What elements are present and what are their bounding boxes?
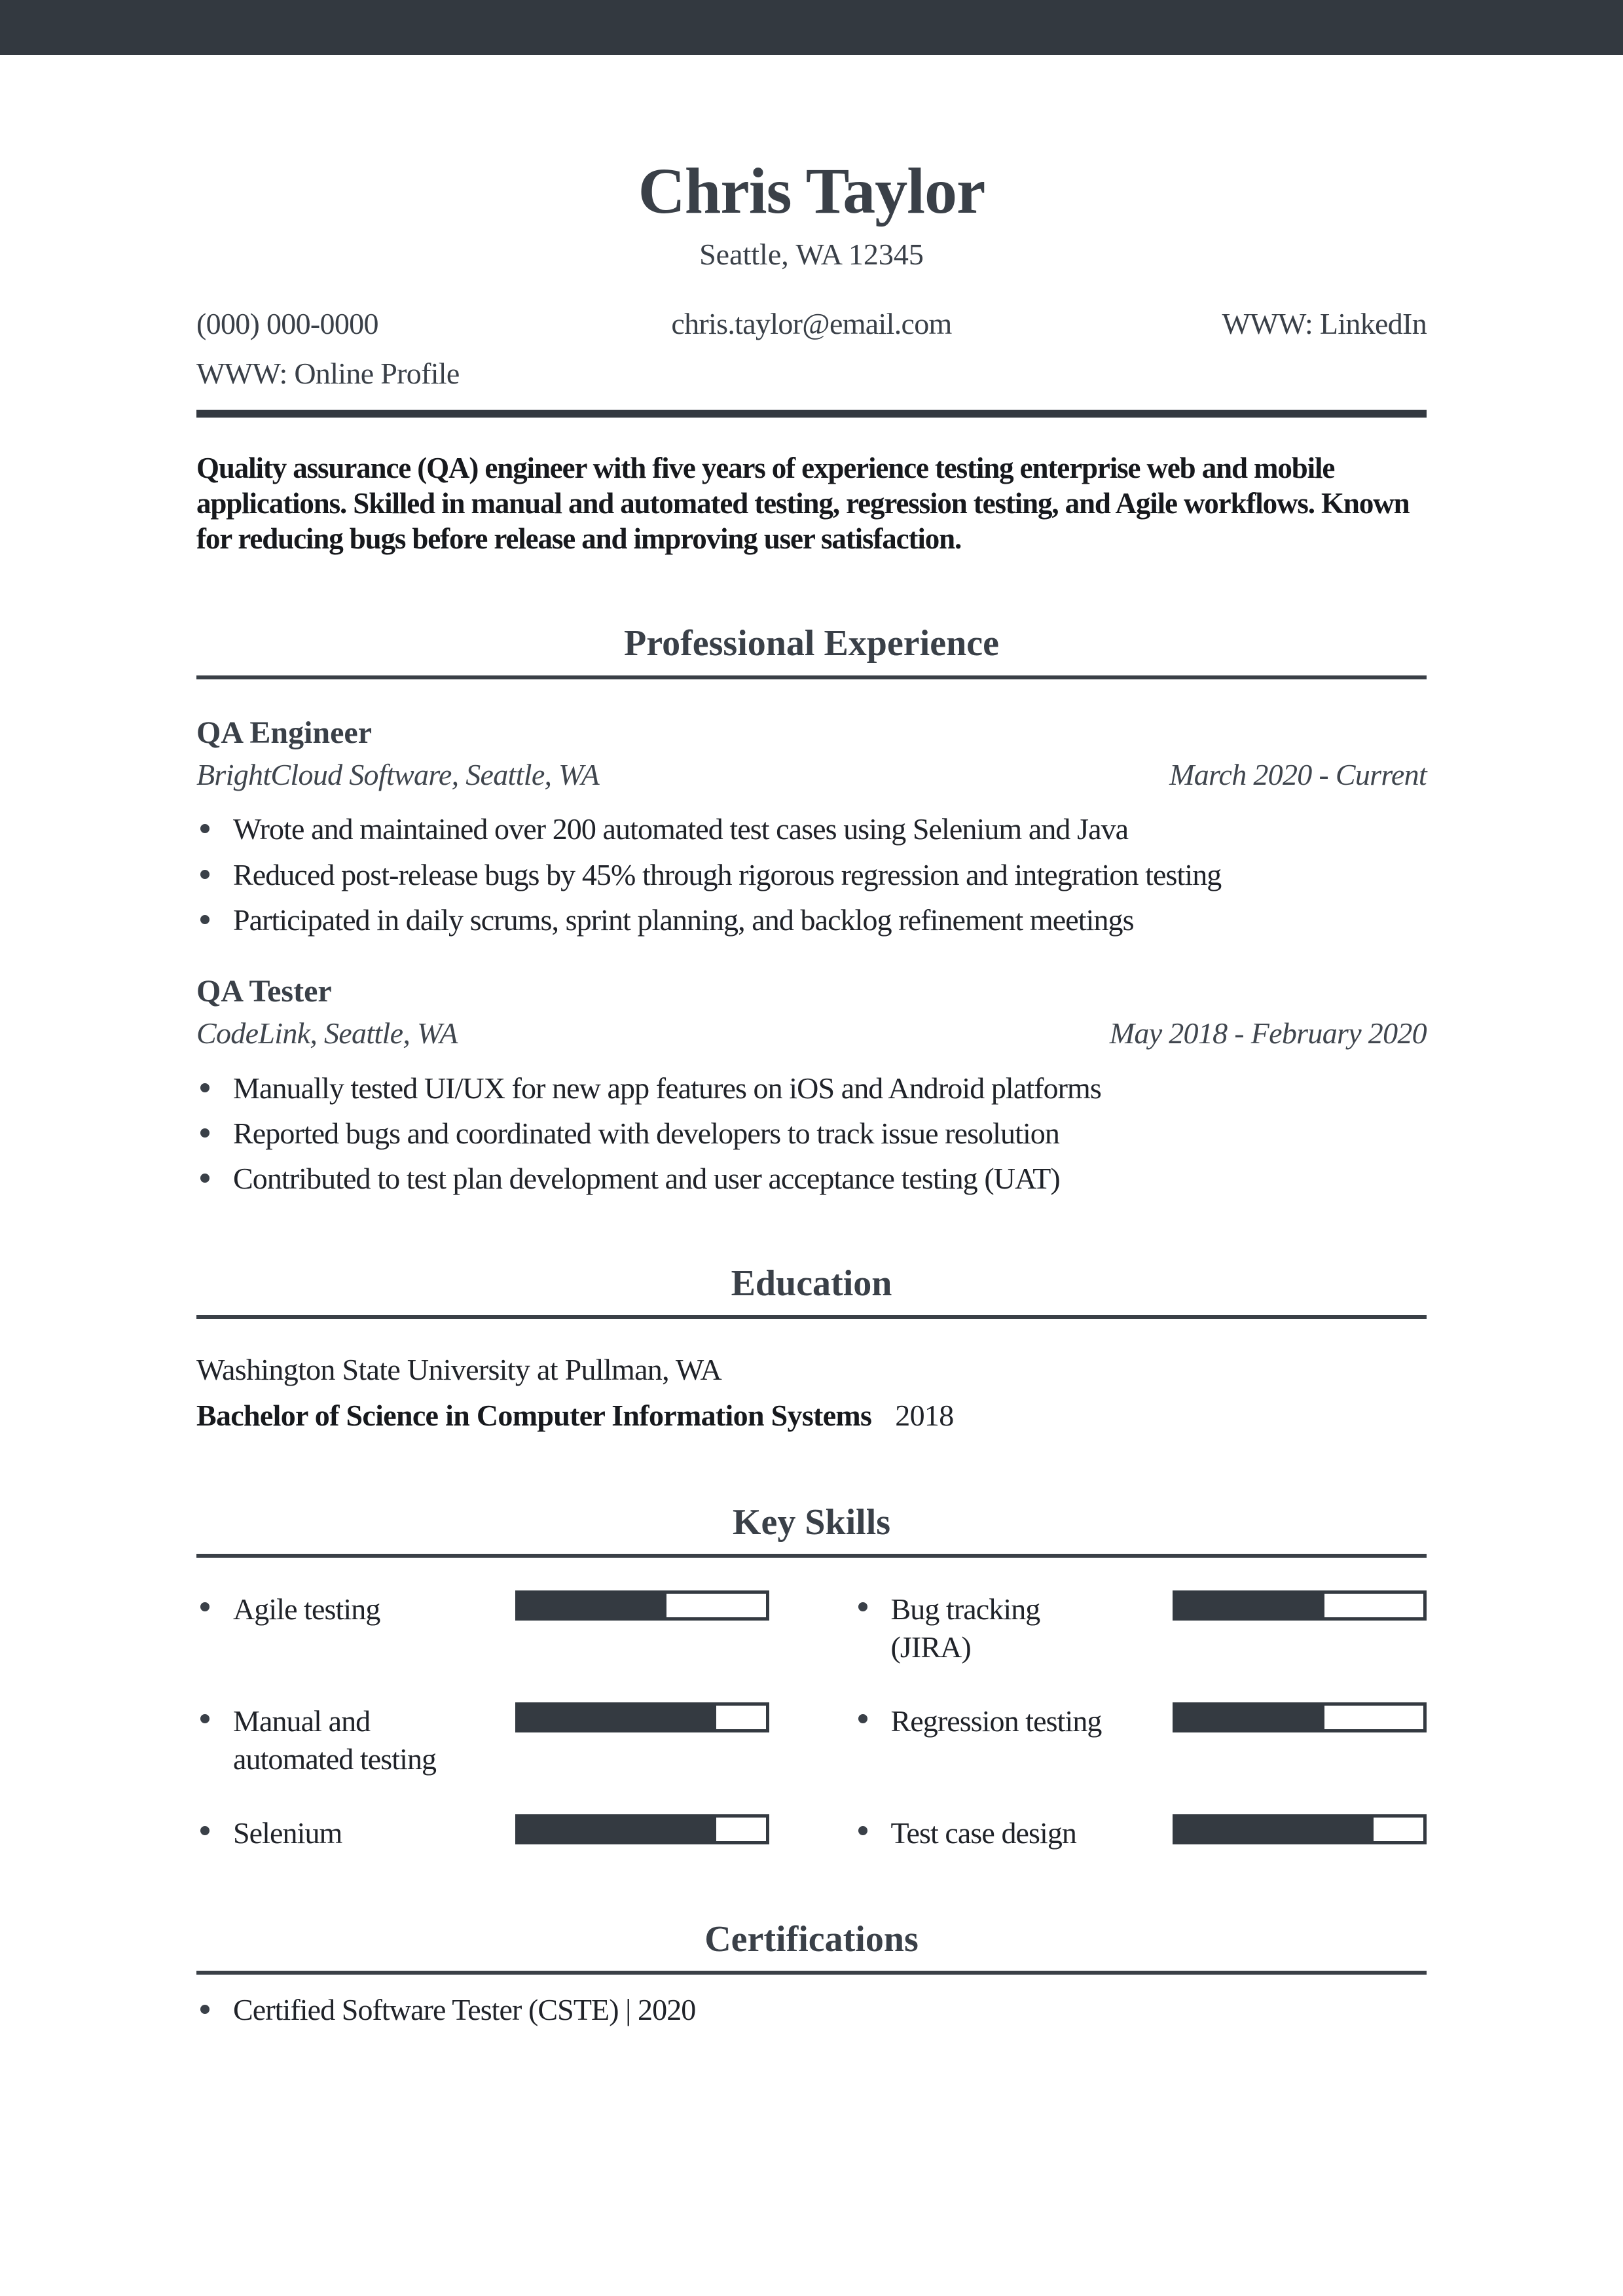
certifications-rule bbox=[196, 1971, 1427, 1975]
section-experience bbox=[196, 622, 1427, 1196]
section-skills bbox=[196, 1501, 1427, 1852]
certifications-list bbox=[196, 1992, 1427, 2028]
skill-label: Agile testing bbox=[233, 1592, 380, 1626]
job-entry bbox=[196, 972, 1427, 1196]
job-title: QA Tester bbox=[196, 973, 332, 1009]
skill-bullet-icon bbox=[200, 1826, 210, 1835]
job-title: QA Engineer bbox=[196, 715, 373, 750]
education-rule bbox=[196, 1315, 1427, 1319]
section-certifications bbox=[196, 1918, 1427, 2028]
skill-level-fill bbox=[1176, 1706, 1324, 1729]
job-bullet: Reported bugs and coordinated with developers to track issue resolution bbox=[196, 1115, 1427, 1151]
contact-block bbox=[196, 304, 1427, 393]
education-year: 2018 bbox=[895, 1399, 954, 1433]
skill-level-fill bbox=[519, 1594, 667, 1617]
education-school: Washington State University at Pullman, WA bbox=[196, 1353, 722, 1387]
job-entry bbox=[196, 713, 1427, 938]
skill-label: Bug tracking (JIRA) bbox=[890, 1592, 1040, 1664]
skill-bullet-icon bbox=[858, 1826, 867, 1835]
skills-rule bbox=[196, 1554, 1427, 1558]
candidate-name: Chris Taylor bbox=[638, 154, 985, 227]
skill-item bbox=[196, 1814, 769, 1852]
education-title: Education bbox=[731, 1263, 892, 1304]
jobs-list bbox=[196, 713, 1427, 1197]
contact-linkedin: WWW: LinkedIn bbox=[1222, 306, 1427, 340]
contact-website: WWW: Online Profile bbox=[196, 356, 460, 390]
section-education bbox=[196, 1262, 1427, 1435]
job-bullets bbox=[196, 1070, 1427, 1197]
skill-level-bar bbox=[515, 1590, 769, 1621]
skill-level-bar bbox=[1173, 1814, 1427, 1844]
job-meta bbox=[196, 755, 1427, 795]
contact-phone: (000) 000-0000 bbox=[196, 306, 378, 340]
skill-bullet-icon bbox=[858, 1602, 867, 1611]
job-bullet: Contributed to test plan development and user acceptance testing (UAT) bbox=[196, 1160, 1427, 1196]
education-degree-line bbox=[196, 1396, 1427, 1435]
skill-bullet-icon bbox=[200, 1602, 210, 1611]
job-bullet: Manually tested UI/UX for new app features on iOS and Android platforms bbox=[196, 1070, 1427, 1106]
job-company: CodeLink, Seattle, WA bbox=[196, 1016, 458, 1050]
skill-item bbox=[854, 1814, 1427, 1852]
education-degree: Bachelor of Science in Computer Information Systems bbox=[196, 1399, 872, 1433]
skills-grid bbox=[196, 1590, 1427, 1852]
certification-item: Certified Software Tester (CSTE) | 2020 bbox=[196, 1992, 1427, 2028]
job-company: BrightCloud Software, Seattle, WA bbox=[196, 757, 599, 791]
job-meta bbox=[196, 1014, 1427, 1053]
skill-label: Test case design bbox=[890, 1816, 1077, 1850]
skill-level-fill bbox=[519, 1818, 716, 1841]
skill-item bbox=[854, 1702, 1427, 1778]
job-bullet: Wrote and maintained over 200 automated test cases using Selenium and Java bbox=[196, 811, 1427, 847]
skills-title: Key Skills bbox=[732, 1502, 891, 1543]
job-bullet: Reduced post-release bugs by 45% through rigorous regression and integration testing bbox=[196, 857, 1427, 893]
certifications-title: Certifications bbox=[704, 1918, 919, 1960]
skill-item bbox=[854, 1590, 1427, 1666]
skill-label: Selenium bbox=[233, 1816, 342, 1850]
skill-bullet-icon bbox=[858, 1714, 867, 1723]
skill-level-fill bbox=[1176, 1818, 1374, 1841]
skill-level-bar bbox=[1173, 1702, 1427, 1732]
experience-title: Professional Experience bbox=[624, 623, 999, 664]
job-bullet: Participated in daily scrums, sprint planning, and backlog refinement meetings bbox=[196, 902, 1427, 938]
job-dates: March 2020 - Current bbox=[1169, 757, 1427, 791]
header-divider bbox=[196, 410, 1427, 418]
skill-level-bar bbox=[515, 1702, 769, 1732]
skill-level-bar bbox=[515, 1814, 769, 1844]
skill-bullet-icon bbox=[200, 1714, 210, 1723]
skill-level-fill bbox=[1176, 1594, 1324, 1617]
experience-rule bbox=[196, 675, 1427, 679]
contact-email: chris.taylor@email.com bbox=[671, 306, 952, 340]
job-dates: May 2018 - February 2020 bbox=[1109, 1016, 1427, 1050]
page-content bbox=[196, 153, 1427, 2028]
skill-level-bar bbox=[1173, 1590, 1427, 1621]
skill-label: Manual and automated testing bbox=[233, 1704, 437, 1776]
candidate-location: Seattle, WA 12345 bbox=[699, 238, 924, 271]
job-bullets bbox=[196, 811, 1427, 938]
top-bar bbox=[0, 0, 1623, 55]
professional-summary: Quality assurance (QA) engineer with five years of experience testing enterprise web and mobile applications. Skilled in manual and automated testing, regression testing, and Agile workflows. Known for reducing bugs before release and improving user satisfaction. bbox=[196, 452, 1410, 556]
skill-item bbox=[196, 1702, 769, 1778]
skill-level-fill bbox=[519, 1706, 716, 1729]
skill-item bbox=[196, 1590, 769, 1666]
skill-label: Regression testing bbox=[890, 1704, 1102, 1738]
